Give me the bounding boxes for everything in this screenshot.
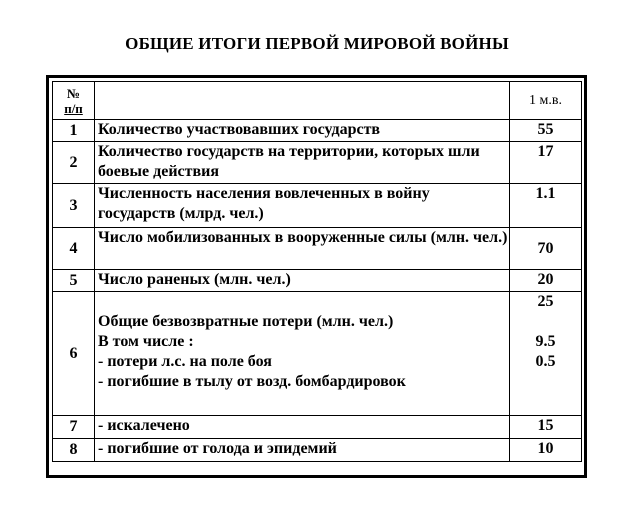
row-description: Численность населения вовлеченных в войну государств (млрд. чел.) [95, 184, 510, 228]
table-row [53, 184, 582, 228]
row-value: 1.1 [510, 184, 582, 228]
table-row [53, 439, 582, 462]
table-row [53, 416, 582, 439]
header-number-sign: № [66, 85, 81, 101]
row-number: 6 [53, 292, 95, 416]
header-number-label: п/п [64, 100, 83, 116]
row-value: 15 [510, 416, 582, 439]
results-table-frame [46, 75, 587, 478]
row-description: - искалечено [95, 416, 510, 439]
row-number: 3 [53, 184, 95, 228]
table-row [53, 292, 582, 416]
row-description-line: В том числе : [98, 333, 194, 350]
row-value: 10 [510, 439, 582, 462]
table-row [53, 142, 582, 184]
row-value-multiline [510, 292, 582, 416]
row-description-line: - потери л.с. на поле боя [98, 353, 272, 370]
row-number: 7 [53, 416, 95, 439]
row-description-multiline [95, 292, 510, 416]
header-description-cell [95, 82, 510, 120]
row-value: 70 [510, 228, 582, 270]
row-description: Количество государств на территории, которых шли боевые действия [95, 142, 510, 184]
table-row [53, 270, 582, 292]
row-value: 20 [510, 270, 582, 292]
row-number: 5 [53, 270, 95, 292]
row-description: Количество участвовавших государств [95, 120, 510, 142]
row-description: Число раненых (млн. чел.) [95, 270, 510, 292]
table-row [53, 120, 582, 142]
row-description-line: Общие безвозвратные потери (млн. чел.) [98, 313, 394, 330]
table-row [53, 228, 582, 270]
row-description-line: - погибшие в тылу от возд. бомбардировок [98, 373, 406, 390]
row-description: - погибшие от голода и эпидемий [95, 439, 510, 462]
header-value-cell: 1 м.в. [510, 82, 582, 120]
row-value-line: 9.5 [535, 333, 556, 350]
row-value: 55 [510, 120, 582, 142]
table-header-row [53, 82, 582, 120]
row-value-line: 25 [537, 293, 554, 310]
row-description: Число мобилизованных в вооруженные силы (млн. чел.) [95, 228, 510, 270]
row-number: 1 [53, 120, 95, 142]
row-number: 4 [53, 228, 95, 270]
header-number-cell [53, 82, 95, 120]
results-table [52, 81, 582, 462]
page-title: ОБЩИЕ ИТОГИ ПЕРВОЙ МИРОВОЙ ВОЙНЫ [125, 34, 509, 53]
row-value-line: 0.5 [535, 353, 556, 370]
row-number: 8 [53, 439, 95, 462]
row-value: 17 [510, 142, 582, 184]
row-number: 2 [53, 142, 95, 184]
